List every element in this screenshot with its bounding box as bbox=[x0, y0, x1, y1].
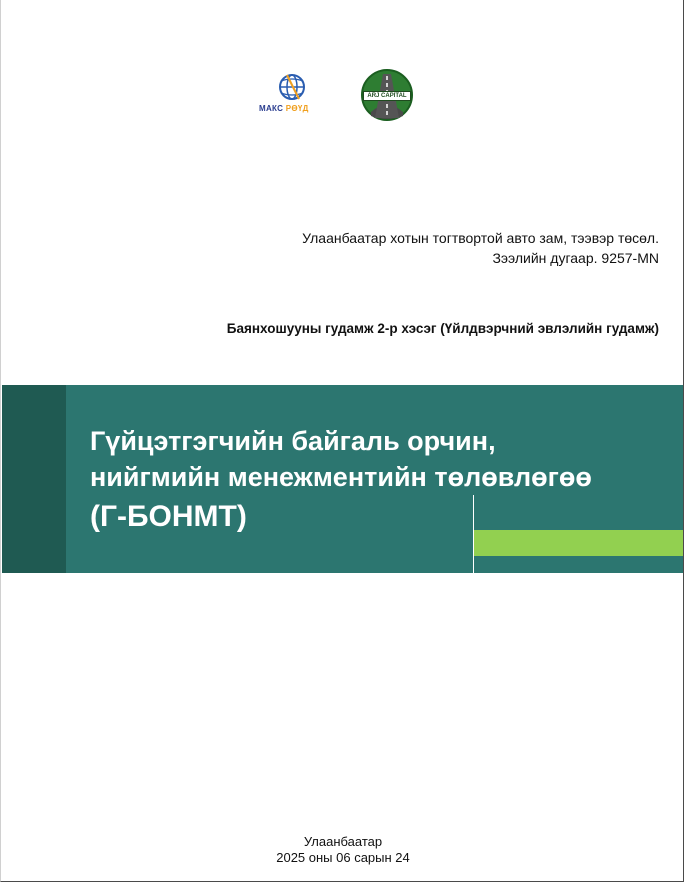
title-line-2: нийгмийн менежментийн төлөвлөгөө bbox=[90, 462, 592, 492]
section-title: Баянхошууны гудамж 2-р хэсэг (Үйлдвэрчний эвлэлийн гудамж) bbox=[226, 321, 659, 336]
banner-green-accent bbox=[474, 530, 683, 556]
maks-suffix: РӨҮД bbox=[285, 104, 309, 113]
document-title bbox=[90, 423, 670, 535]
footer bbox=[1, 834, 684, 866]
footer-city: Улаанбаатар bbox=[303, 834, 383, 849]
logos-row bbox=[259, 68, 419, 124]
project-info bbox=[302, 228, 659, 268]
banner-dark-strip bbox=[2, 385, 66, 573]
arj-capital-label: ARJ CAPITAL bbox=[363, 91, 411, 101]
maks-prefix: МАКС bbox=[259, 104, 284, 113]
title-abbreviation: (Г-БОНМТ) bbox=[90, 500, 247, 533]
maks-road-logo bbox=[259, 72, 321, 116]
loan-number: Зээлийн дугаар. 9257-MN bbox=[492, 250, 659, 266]
arj-capital-logo bbox=[359, 68, 415, 122]
maks-road-logo-text bbox=[259, 104, 321, 113]
globe-icon bbox=[277, 72, 307, 102]
project-name: Улаанбаатар хотын тогтвортой авто зам, тээвэр төсөл. bbox=[302, 230, 659, 246]
title-line-1: Гүйцэтгэгчийн байгаль орчин, bbox=[90, 426, 496, 456]
footer-date: 2025 оны 06 сарын 24 bbox=[276, 850, 410, 865]
title-banner bbox=[2, 385, 683, 573]
